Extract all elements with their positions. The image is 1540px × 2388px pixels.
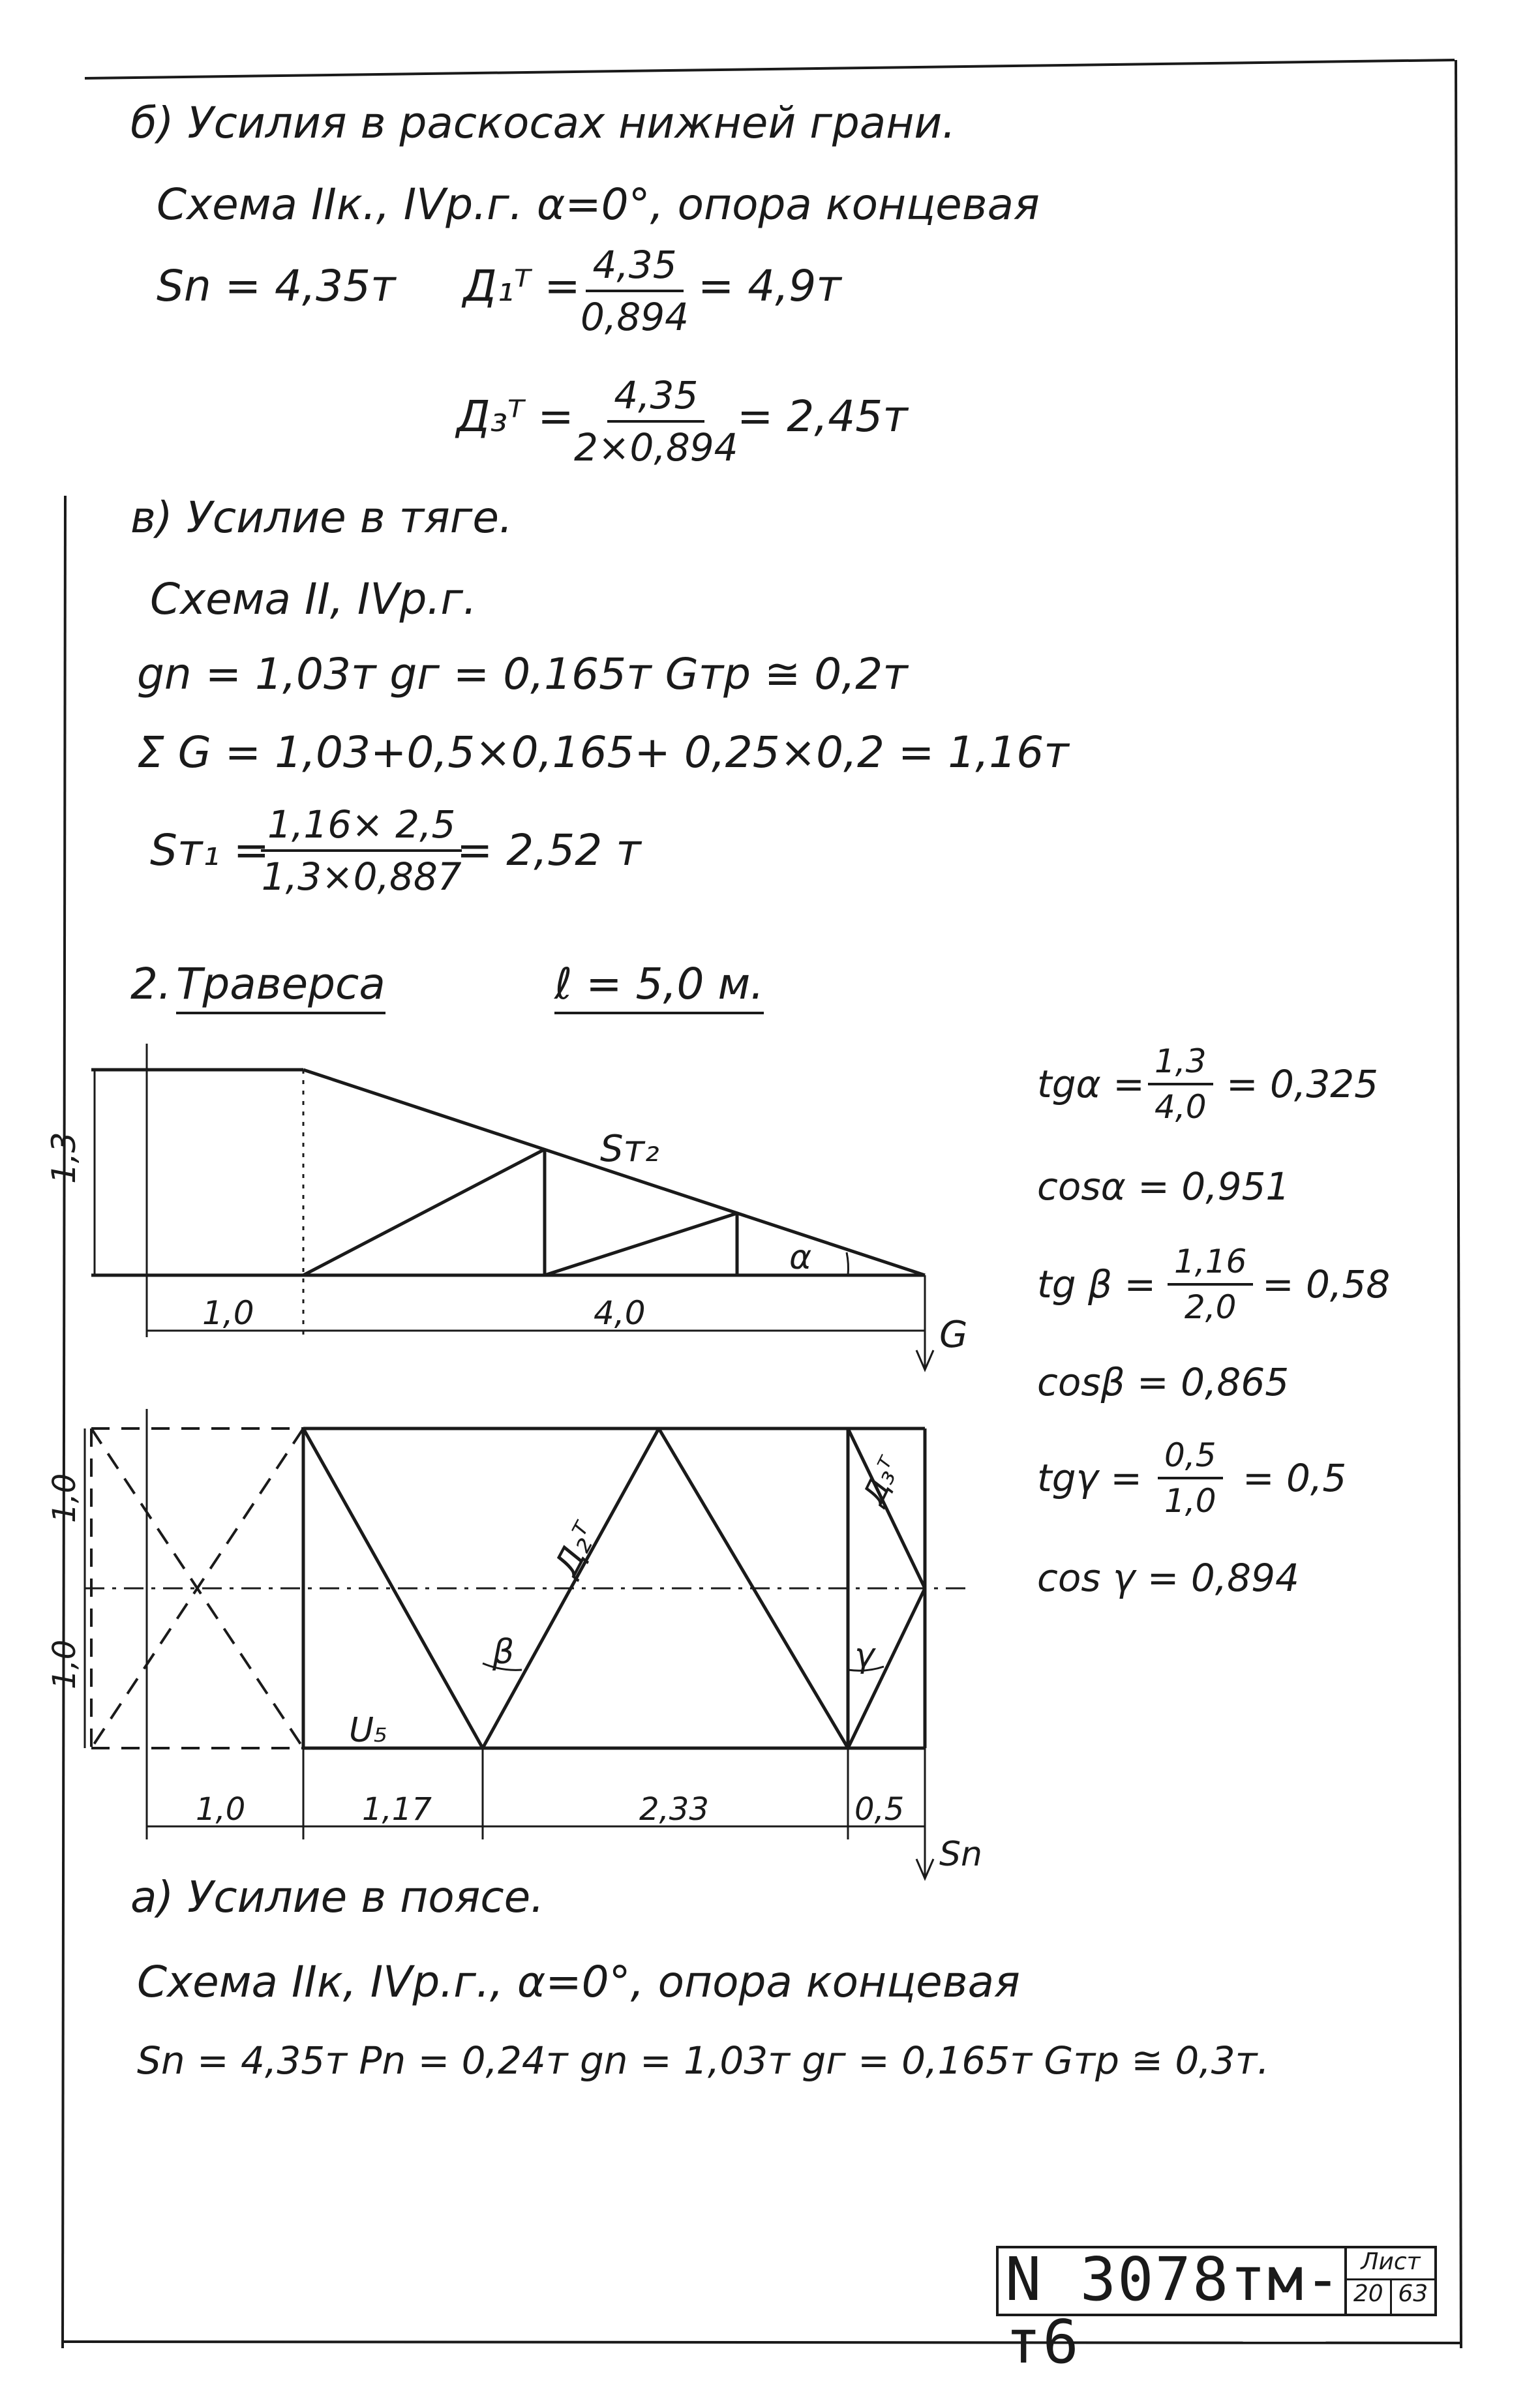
plan-upper-dim: 1,0 <box>46 1473 83 1523</box>
tgb-numerator: 1,16 <box>1168 1243 1253 1286</box>
drawing-code: N 3078тм-т6 <box>1005 2244 1342 2377</box>
tgg-result: = 0,5 <box>1243 1456 1347 1500</box>
d1-denominator: 0,894 <box>581 295 689 339</box>
tgb-denominator: 2,0 <box>1184 1288 1237 1326</box>
sheet-total: 63 <box>1390 2280 1435 2314</box>
sheet-box <box>1344 2248 1434 2314</box>
dim-4: 0,5 <box>854 1791 905 1828</box>
section-v-sum: Σ G = 1,03+0,5×0,165+ 0,25×0,2 = 1,16т <box>137 727 1069 778</box>
section-a-loads: Sn = 4,35т Pn = 0,24т gn = 1,03т gг = 0,165т Gтр ≅ 0,3т. <box>137 2038 1269 2083</box>
section-v-scheme: Схема II, IVр.г. <box>150 574 477 624</box>
left-span-label: 1,0 <box>202 1294 254 1332</box>
st-result: = 2,52 т <box>457 825 641 875</box>
title-stamp <box>996 2244 1437 2377</box>
d3-result: = 2,45т <box>737 391 908 442</box>
tga-denominator: 4,0 <box>1155 1088 1207 1126</box>
d3-numerator: 4,35 <box>607 373 704 423</box>
chord-u5-label: U₅ <box>349 1711 387 1750</box>
d1-result: = 4,9т <box>698 261 841 311</box>
diag-d2-label: Д₂ᵀ <box>547 1517 607 1583</box>
section-v-loads: gn = 1,03т gг = 0,165т Gтр ≅ 0,2т <box>137 649 908 699</box>
tgg-lhs: tgγ = <box>1037 1456 1142 1500</box>
section-b-title: б) Усилия в раскосах нижней грани. <box>130 98 956 148</box>
cos-alpha: cosα = 0,951 <box>1037 1164 1290 1209</box>
section-b-scheme: Схема IIк., IVр.г. α=0°, опора концевая <box>157 179 1040 230</box>
main-span-label: 4,0 <box>594 1294 646 1332</box>
st-lhs: Sт₁ = <box>150 825 270 875</box>
gamma-label: γ <box>854 1636 875 1675</box>
load-g-label: G <box>939 1314 968 1356</box>
tgb-lhs: tg β = <box>1037 1262 1156 1307</box>
beta-label: β <box>492 1633 515 1672</box>
section-b-sn: Sn = 4,35т <box>157 261 396 311</box>
tgg-denominator: 1,0 <box>1164 1482 1216 1520</box>
tga-lhs: tgα = <box>1037 1062 1145 1106</box>
st-denominator: 1,3×0,887 <box>261 854 462 899</box>
height-label: 1,3 <box>45 1132 83 1184</box>
section-a-scheme: Схема IIк, IVр.г., α=0°, опора концевая <box>137 1957 1020 2007</box>
d3-lhs: Д₃ᵀ = <box>457 391 574 442</box>
angle-alpha-label: α <box>789 1238 812 1277</box>
plan-lower-dim: 1,0 <box>46 1639 83 1689</box>
section-2-title: Траверса <box>176 959 385 1014</box>
sheet-number: 20 <box>1353 2280 1383 2307</box>
d3-denominator: 2×0,894 <box>574 425 738 470</box>
tga-result: = 0,325 <box>1226 1062 1379 1106</box>
cos-beta: cosβ = 0,865 <box>1037 1360 1290 1404</box>
end-d3-label: Д₃ᵀ <box>855 1452 908 1510</box>
section-v-title: в) Усилие в тяге. <box>130 492 513 543</box>
section-2-length: ℓ = 5,0 м. <box>554 959 764 1014</box>
st-numerator: 1,16× 2,5 <box>261 802 462 852</box>
dim-3: 2,33 <box>639 1791 709 1828</box>
sheet-numbers <box>1347 2280 1434 2314</box>
dim-1: 1,0 <box>196 1791 246 1828</box>
load-sn-label: Sn <box>939 1835 982 1874</box>
section-a-title: а) Усилие в поясе. <box>130 1872 545 1922</box>
cos-gamma: cos γ = 0,894 <box>1037 1556 1299 1600</box>
tgb-result: = 0,58 <box>1262 1262 1391 1307</box>
d1-numerator: 4,35 <box>586 243 683 292</box>
d1-lhs: Д₁ᵀ = <box>463 261 581 311</box>
dim-2: 1,17 <box>362 1791 432 1828</box>
tie-label: Sт₂ <box>600 1128 659 1170</box>
section-2-number: 2. <box>130 959 172 1009</box>
tgg-numerator: 0,5 <box>1158 1436 1223 1479</box>
sheet-label: Лист <box>1347 2248 1434 2280</box>
tga-numerator: 1,3 <box>1148 1042 1213 1085</box>
